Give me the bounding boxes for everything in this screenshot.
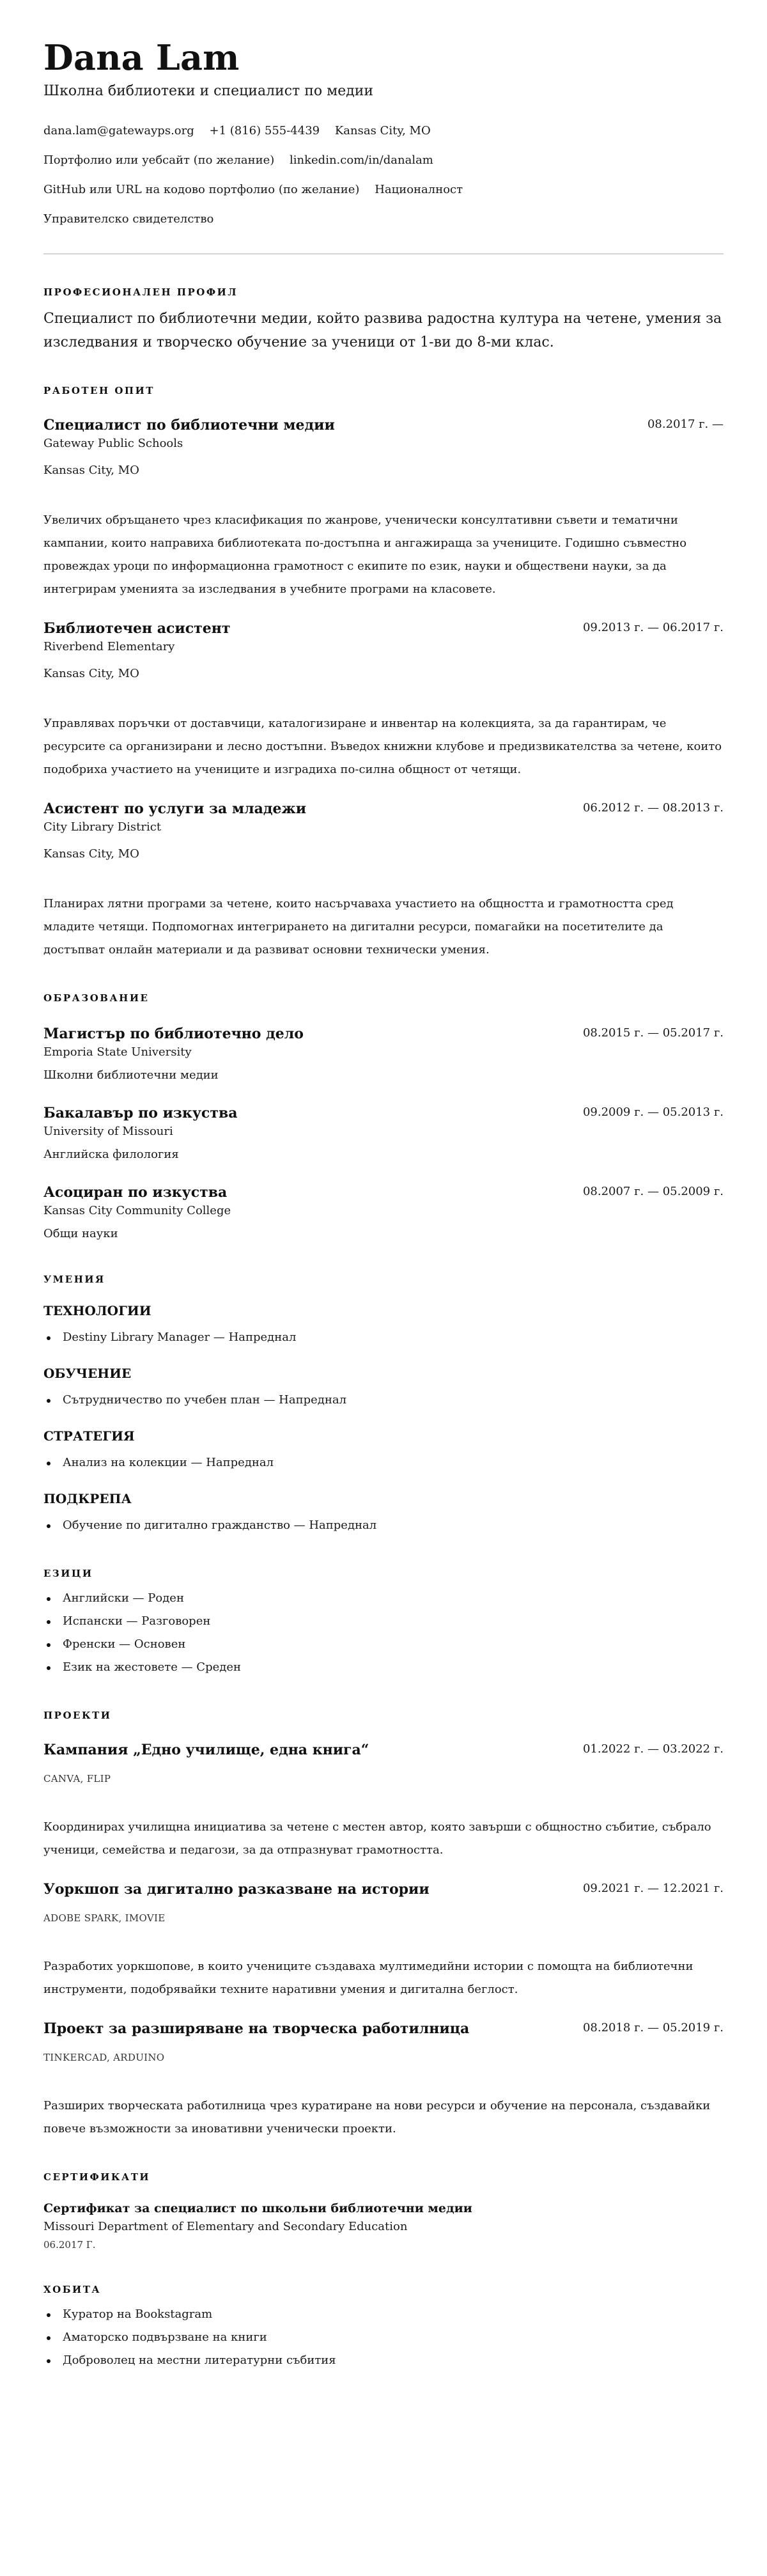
field-of-study: Английска филология <box>43 1148 179 1161</box>
job-location: Kansas City, MO <box>43 667 139 680</box>
job-employer: Gateway Public Schools <box>43 437 183 450</box>
skill-group-title: ПОДКРЕПА <box>43 1491 132 1506</box>
job-dates: 08.2017 г. — <box>647 418 724 431</box>
language-item: Френски — Основен <box>43 1633 724 1656</box>
project-title: Проект за разширяване на творческа работилница <box>43 2020 470 2037</box>
job-dates: 06.2012 г. — 08.2013 г. <box>582 801 724 815</box>
candidate-name: Dana Lam <box>43 37 240 78</box>
skill-item: Сътрудничество по учебен план — Напреднал <box>43 1389 724 1412</box>
degree-title: Бакалавър по изкуства <box>43 1105 238 1121</box>
section-title-projects: ПРОЕКТИ <box>43 1710 112 1721</box>
project-tech: ADOBE SPARK, IMOVIE <box>43 1912 166 1924</box>
degree-title: Магистър по библиотечно дело <box>43 1026 304 1042</box>
hobby-item: Куратор на Bookstagram <box>43 2303 724 2326</box>
header-divider <box>43 253 724 254</box>
job-title: Библиотечен асистент <box>43 620 231 637</box>
job-location: Kansas City, MO <box>43 464 139 477</box>
phone-link[interactable]: +1 (816) 555-4439 <box>209 124 320 137</box>
project-dates: 01.2022 г. — 03.2022 г. <box>582 1742 724 1756</box>
language-list <box>43 1587 724 1679</box>
contact-info <box>43 116 724 234</box>
section-skills <box>43 1272 724 1537</box>
job-employer: City Library District <box>43 820 162 834</box>
skill-group <box>43 1427 724 1474</box>
degree-title: Асоциран по изкуства <box>43 1184 228 1201</box>
skill-group-title: ОБУЧЕНИЕ <box>43 1366 132 1381</box>
experience-entry <box>43 619 724 781</box>
section-title-languages: ЕЗИЦИ <box>43 1568 93 1579</box>
skill-list <box>43 1389 724 1412</box>
project-tech: CANVA, FLIP <box>43 1773 111 1784</box>
job-dates: 09.2013 г. — 06.2017 г. <box>582 621 724 634</box>
location-text: Kansas City, MO <box>334 124 431 137</box>
linkedin-link[interactable]: linkedin.com/in/danalam <box>290 153 433 167</box>
email-link[interactable]: dana.lam@gatewayps.org <box>43 124 194 137</box>
language-item: Английски — Роден <box>43 1587 724 1610</box>
experience-entry <box>43 416 724 601</box>
contact-line-3 <box>43 175 724 205</box>
education-dates: 09.2009 г. — 05.2013 г. <box>582 1105 724 1119</box>
job-description: Увеличих обръщането чрез класификация по жанрове, ученически консултативни съвети и тематични кампании, които направиха библиотеката по-достъпна и ангажираща за учениците. Годишно съвместно провеждах уроци по информационна грамотност с екипите по език, науки и обществени науки, за да интегрирам уменията за изследвания в учебните програми на класовете. <box>43 513 687 596</box>
section-hobbies <box>43 2283 724 2372</box>
skill-item: Обучение по дигитално гражданство — Напреднал <box>43 1514 724 1537</box>
section-profile <box>43 285 724 354</box>
certification-name: Сертификат за специалист по школьни библиотечни медии <box>43 2201 472 2215</box>
skill-item: Анализ на колекции — Напреднал <box>43 1451 724 1474</box>
portfolio-link[interactable]: Портфолио или уебсайт (по желание) <box>43 153 275 167</box>
section-title-education: ОБРАЗОВАНИЕ <box>43 992 150 1004</box>
section-experience <box>43 384 724 962</box>
project-description: Разработих уоркшопове, в които учениците създаваха мултимедийни истории с помощта на библиотечни инструменти, подобрявайки техните наративни умения и дигитална беглост. <box>43 1960 693 1996</box>
contact-line-4 <box>43 205 724 234</box>
language-item: Език на жестовете — Среден <box>43 1656 724 1679</box>
section-title-hobbies: ХОБИТА <box>43 2284 102 2295</box>
school-name: Emporia State University <box>43 1045 192 1059</box>
certification-issuer: Missouri Department of Elementary and Secondary Education <box>43 2220 408 2233</box>
resume-header <box>43 37 724 234</box>
skill-item: Destiny Library Manager — Напреднал <box>43 1326 724 1349</box>
section-education <box>43 991 724 1243</box>
certification-entry <box>43 2199 724 2253</box>
section-title-profile: ПРОФЕСИОНАЛЕН ПРОФИЛ <box>43 286 238 298</box>
hobby-item: Доброволец на местни литературни събития <box>43 2349 724 2372</box>
project-entry <box>43 2019 724 2141</box>
field-of-study: Школни библиотечни медии <box>43 1068 219 1082</box>
contact-line-2 <box>43 146 724 175</box>
education-entry <box>43 1104 724 1164</box>
section-title-experience: РАБОТЕН ОПИТ <box>43 385 155 396</box>
experience-entry <box>43 799 724 962</box>
language-item: Испански — Разговорен <box>43 1610 724 1633</box>
skill-group-title: ТЕХНОЛОГИИ <box>43 1303 151 1318</box>
job-employer: Riverbend Elementary <box>43 640 175 653</box>
hobby-item: Аматорско подвързване на книги <box>43 2326 724 2349</box>
education-entry <box>43 1024 724 1084</box>
skill-list <box>43 1514 724 1537</box>
project-dates: 08.2018 г. — 05.2019 г. <box>582 2021 724 2034</box>
project-title: Уоркшоп за дигитално разказване на истории <box>43 1881 430 1898</box>
project-description: Разширих творческата работилница чрез куратиране на нови ресурси и обучение на персонала, създавайки повече възможности за иновативни ученически проекти. <box>43 2099 711 2135</box>
school-name: Kansas City Community College <box>43 1204 231 1217</box>
project-description: Координирах училищна инициатива за четене с местен автор, която завърши с общностно събитие, събрало ученици, семейства и педагози, за да отпразнуват грамотността. <box>43 1820 711 1857</box>
project-title: Кампания „Едно училище, една книга“ <box>43 1742 369 1758</box>
contact-line-1 <box>43 116 724 146</box>
hobby-list <box>43 2303 724 2372</box>
skill-list <box>43 1326 724 1349</box>
education-entry <box>43 1183 724 1243</box>
job-title: Специалист по библиотечни медии <box>43 417 335 433</box>
section-languages <box>43 1566 724 1679</box>
skill-group-title: СТРАТЕГИЯ <box>43 1428 135 1444</box>
drivers-license-text: Управителско свидетелство <box>43 212 214 226</box>
project-dates: 09.2021 г. — 12.2021 г. <box>582 1882 724 1895</box>
education-dates: 08.2015 г. — 05.2017 г. <box>582 1026 724 1040</box>
candidate-headline: Школна библиотеки и специалист по медии <box>43 83 374 99</box>
project-tech: TINKERCAD, ARDUINO <box>43 2052 165 2063</box>
section-title-skills: УМЕНИЯ <box>43 1274 105 1285</box>
skill-group <box>43 1302 724 1349</box>
education-dates: 08.2007 г. — 05.2009 г. <box>582 1185 724 1198</box>
job-description: Управлявах поръчки от доставчици, каталогизиране и инвентар на колекцията, за да гарантирам, че ресурсите са организирани и лесно достъпни. Въведох книжни клубове и предизвикателства за четене, които подобриха участието на учениците и изградиха по-силна общност от четящи. <box>43 717 722 776</box>
section-projects <box>43 1708 724 2141</box>
job-description: Планирах лятни програми за четене, които насърчаваха участието на общността и грамотността сред младите четящи. Подпомогнах интегрирането на дигитални ресурси, помагайки на посетителите да достъпват онлайн материали и да развиват основни технически умения. <box>43 897 674 956</box>
project-entry <box>43 1740 724 1862</box>
skill-list <box>43 1451 724 1474</box>
job-location: Kansas City, MO <box>43 847 139 861</box>
project-entry <box>43 1880 724 2001</box>
section-title-certifications: СЕРТИФИКАТИ <box>43 2171 151 2183</box>
github-link[interactable]: GitHub или URL на кодово портфолио (по желание) <box>43 183 360 196</box>
profile-summary: Специалист по библиотечни медии, който развива радостна култура на четене, умения за изследвания и творческо обучение за ученици от 1-ви до 8-ми клас. <box>43 311 722 350</box>
nationality-text: Националност <box>375 183 463 196</box>
skill-group <box>43 1490 724 1537</box>
school-name: University of Missouri <box>43 1125 173 1138</box>
section-certifications <box>43 2170 724 2253</box>
field-of-study: Общи науки <box>43 1227 118 1240</box>
skill-group <box>43 1364 724 1412</box>
job-title: Асистент по услуги за младежи <box>43 800 307 817</box>
certification-date: 06.2017 Г. <box>43 2239 96 2251</box>
